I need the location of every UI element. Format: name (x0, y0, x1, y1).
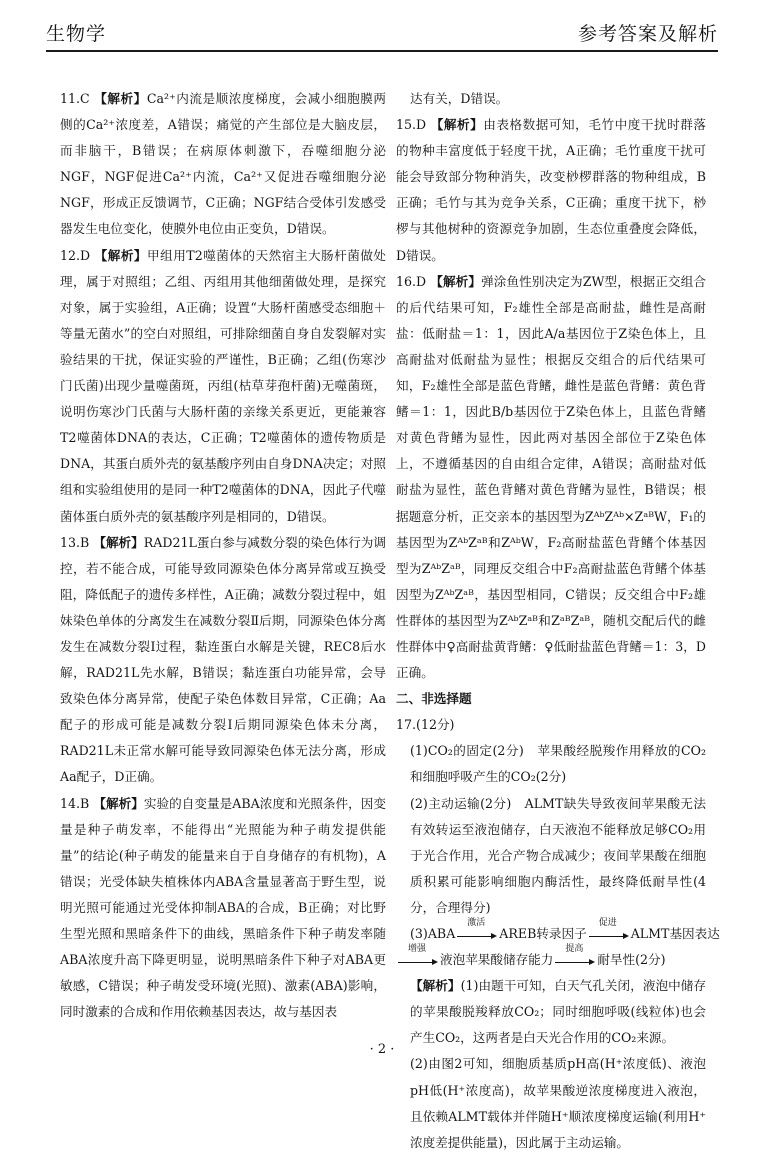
page-header (46, 18, 718, 52)
question-17-heading: 17.(12分) (396, 717, 455, 733)
answer-13: 13.B 【解析】RAD21L蛋白参与减数分裂的染色体行为调控，若不能合成，可能导致同源染色体分离异常或互换受阻，降低配子的遗传多样性，A正确；减数分裂过程中，姐妹染色单体的分离发生在减数分裂Ⅱ后期，同源染色体分离发生在减数分裂Ⅰ过程，黏连蛋白水解是关键，REC8后水解，RAD21L先水解，B错误；黏连蛋白功能异常，会导致染色体分离异常，使配子染色体数目异常，C正确；Aa配子的形成可能是减数分裂Ⅰ后期同源染色体未分离，RAD21L未正常水解可能导致同源染色体无法分离，形成Aa配子，D正确。 (60, 534, 387, 785)
answer-12: 12.D 【解析】甲组用T2噬菌体的天然宿主大肠杆菌做处理，属于对照组；乙组、丙组用其他细菌做处理，是探究对象，属于实验组，A正确；设置“大肠杆菌感受态细胞＋等量无菌水”的空白对照组，可排除细菌自身自发裂解对实验结果的干扰，保证实验的严谨性，B正确；乙组(伤寒沙门氏菌)出现少量噬菌斑，丙组(枯草芽孢杆菌)无噬菌斑，说明伤寒沙门氏菌与大肠杆菌的亲缘关系更近，更能兼容T2噬菌体DNA的表达，C正确；T2噬菌体的遗传物质是DNA，其蛋白质外壳的氨基酸序列由自身DNA决定；对照组和实验组使用的是同一种T2噬菌体的DNA，因此子代噬菌体蛋白质外壳的氨基酸序列是相同的，D错误。 (60, 247, 387, 524)
answer-17-part1: (1)CO₂的固定(2分) 苹果酸经脱羧作用释放的CO₂和细胞呼吸产生的CO₂(2分) (410, 743, 706, 785)
left-column (60, 86, 386, 1025)
answer-14-continued: 达有关，D错误。 (410, 91, 509, 106)
answer-15: 15.D 【解析】由表格数据可知，毛竹中度干扰时群落的物种丰富度低于轻度干扰，A正确；毛竹重度干扰可能会导致部分物种消失，改变桫椤群落的物种组成，B正确；毛竹与其为竞争关系，C正确；重度干扰下，桫椤与其他树种的资源竞争加剧，生态位重叠度会降低，D错误。 (396, 117, 706, 263)
right-column (396, 86, 720, 1156)
arrow-icon: 促进 (589, 928, 629, 942)
answer-11: 11.C 【解析】Ca²⁺内流是顺浓度梯度，会减小细胞膜两侧的Ca²⁺浓度差，A错误；痛觉的产生部位是大脑皮层，而非脑干，B错误；在病原体刺激下，吞噬细胞分泌NGF，NGF促进Ca²⁺内流，Ca²⁺又促进吞噬细胞分泌NGF，形成正反馈调节，C正确；NGF结合受体引发感受器发生电位变化，使膜外电位由正变负，D错误。 (60, 91, 387, 237)
answer-17-analysis-2: (2)由图2可知，细胞质基质pH高(H⁺浓度低)、液泡pH低(H⁺浓度高)，故苹果酸逆浓度梯度进入液泡，且依赖ALMT载体并伴随H⁺顺浓度梯度运输(利用H⁺浓度差提供能量)，因此属于主动运输。 (410, 1056, 706, 1150)
answer-17-part2: (2)主动运输(2分) ALMT缺失导致夜间苹果酸无法有效转运至液泡储存，白天液泡不能释放足够CO₂用于光合作用，光合产物合成减少；夜间苹果酸在细胞质积累可能影响细胞内酶活性，最终降低耐旱性(4分，合理得分) (410, 795, 706, 915)
arrow-icon: 提高 (555, 954, 595, 968)
answer-16: 16.D 【解析】弹涂鱼性别决定为ZW型，根据正交组合的后代结果可知，F₂雄性全部是高耐盐，雌性是高耐盐：低耐盐＝1：1，因此A/a基因位于Z染色体上，且高耐盐对低耐盐为显性；根据反交组合的后代结果可知，F₂雄性全部是蓝色背鳍，雌性是蓝色背鳍：黄色背鳍＝1：1，因此B/b基因位于Z染色体上，且蓝色背鳍对黄色背鳍为显性，因此两对基因全部位于Z染色体上，不遵循基因的自由组合定律，A错误；高耐盐对低耐盐为显性，蓝色背鳍对黄色背鳍为显性，B错误；根据题意分析，正交亲本的基因型为ZᴬᵇZᴬᵇ×ZᵃᴮW，F₁的基因型为ZᴬᵇZᵃᴮ和ZᴬᵇW，F₂高耐盐蓝色背鳍个体基因型为ZᴬᵇZᵃᴮ，同理反交组合中F₂高耐盐蓝色背鳍个体基因型为ZᴬᵇZᵃᴮ，基因型相同，C错误；反交组合中F₂雄性群体的基因型为ZᴬᵇZᵃᴮ和ZᵃᴮZᵃᴮ，随机交配后代的雌性群体中♀高耐盐黄背鳍：♀低耐盐蓝色背鳍＝1：3，D正确。 (396, 273, 706, 681)
arrow-icon: 激活 (457, 928, 497, 942)
answer-17-part3-pathway-cont: 增强 液泡苹果酸储存能力 提高 耐旱性(2分) (396, 947, 706, 973)
answer-17-analysis: 【解析】(1)由题干可知，白天气孔关闭，液泡中储存的苹果酸脱羧释放CO₂；同时细胞呼吸(线粒体)也会产生CO₂，这两者是白天光合作用的CO₂来源。 (410, 978, 706, 1046)
section-title: 参考答案及解析 (577, 23, 718, 45)
arrow-icon: 增强 (398, 954, 438, 968)
answer-17-part3-pathway: (3)ABA 激活 AREB转录因子 促进 ALMT基因表达 (410, 917, 720, 941)
page-number: · 2 · (369, 1042, 395, 1057)
answer-14: 14.B 【解析】实验的自变量是ABA浓度和光照条件，因变量是种子萌发率，不能得出“光照能为种子萌发提供能量”的结论(种子萌发的能量来自于自身储存的有机物)，A错误；光受体缺失植株体内ABA含量显著高于野生型，说明光照可能通过光受体抑制ABA的合成，B正确；对比野生型光照和黑暗条件下的曲线，黑暗条件下种子萌发率随ABA浓度升高下降更明显，说明黑暗条件下种子对ABA更敏感，C错误；种子萌发受环境(光照)、激素(ABA)影响，同时激素的合成和作用依赖基因表达，故与基因表 (60, 795, 386, 1020)
subject-title: 生物学 (46, 23, 107, 45)
section-heading: 二、非选择题 (396, 691, 472, 707)
